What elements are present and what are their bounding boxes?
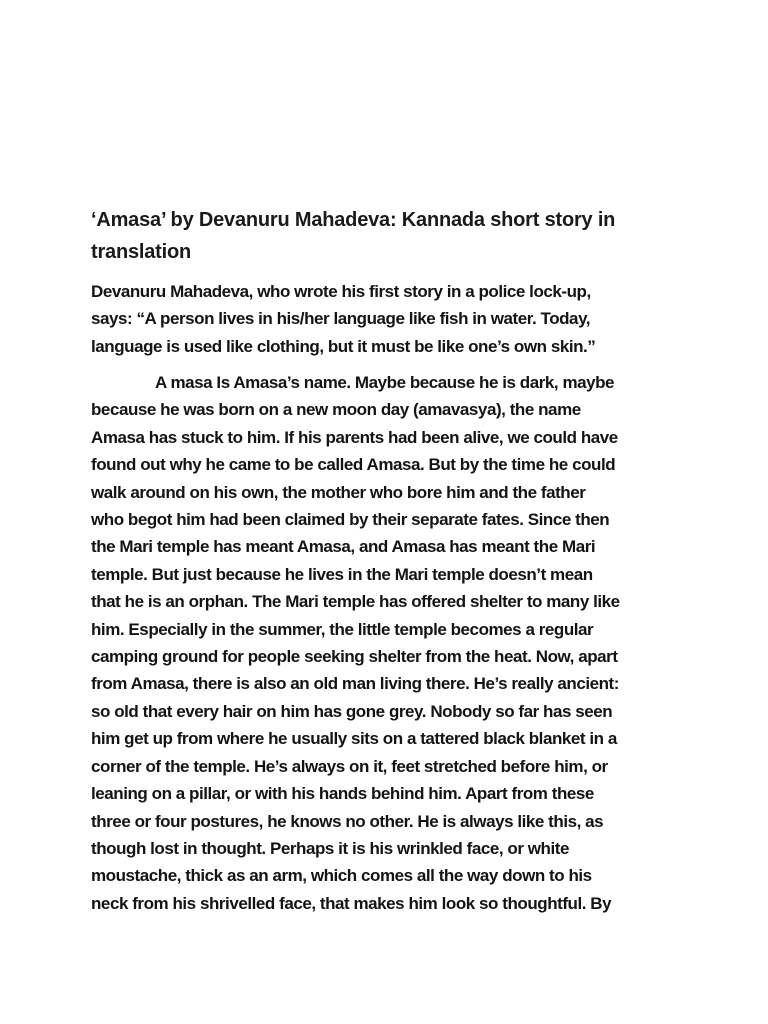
body-line: moustache, thick as an arm, which comes all the way down to his bbox=[91, 866, 592, 886]
body-line: A masa Is Amasa’s name. Maybe because he is dark, maybe bbox=[155, 373, 615, 392]
title-line: translation bbox=[91, 241, 192, 263]
body-line: walk around on his own, the mother who bore him and the father bbox=[91, 482, 586, 502]
body-line: from Amasa, there is also an old man living there. He’s really ancient: bbox=[91, 674, 619, 694]
body-line: found out why he came to be called Amasa. But by the time he could bbox=[91, 455, 616, 475]
body-line: him get up from where he usually sits on a tattered black blanket in a bbox=[91, 729, 617, 749]
body-line: that he is an orphan. The Mari temple has offered shelter to many like bbox=[91, 592, 620, 612]
story-title bbox=[91, 204, 691, 268]
intro-line: language is used like clothing, but it must be like one’s own skin.” bbox=[91, 336, 596, 356]
body-line: neck from his shrivelled face, that makes him look so thoughtful. By bbox=[91, 893, 612, 913]
body-line: the Mari temple has meant Amasa, and Amasa has meant the Mari bbox=[91, 537, 596, 557]
body-line: Amasa has stuck to him. If his parents had been alive, we could have bbox=[91, 427, 618, 447]
body-line: temple. But just because he lives in the Mari temple doesn’t mean bbox=[91, 564, 593, 584]
story-body-paragraph bbox=[91, 369, 691, 917]
body-line: who begot him had been claimed by their separate fates. Since then bbox=[91, 510, 610, 530]
title-line: ‘Amasa’ by Devanuru Mahadeva: Kannada short story in bbox=[91, 209, 616, 231]
body-line: corner of the temple. He’s always on it, feet stretched before him, or bbox=[91, 756, 608, 776]
body-line: three or four postures, he knows no other. He is always like this, as bbox=[91, 811, 604, 831]
body-line: leaning on a pillar, or with his hands behind him. Apart from these bbox=[91, 784, 594, 804]
body-line: though lost in thought. Perhaps it is his wrinkled face, or white bbox=[91, 838, 569, 858]
intro-line: says: “A person lives in his/her language like fish in water. Today, bbox=[91, 309, 591, 329]
intro-paragraph bbox=[91, 278, 691, 360]
body-line: so old that every hair on him has gone grey. Nobody so far has seen bbox=[91, 701, 613, 721]
body-line: him. Especially in the summer, the little temple becomes a regular bbox=[91, 619, 594, 639]
intro-line: Devanuru Mahadeva, who wrote his first story in a police lock-up, bbox=[91, 282, 591, 301]
body-line: because he was born on a new moon day (amavasya), the name bbox=[91, 400, 581, 420]
body-line: camping ground for people seeking shelter from the heat. Now, apart bbox=[91, 647, 618, 667]
